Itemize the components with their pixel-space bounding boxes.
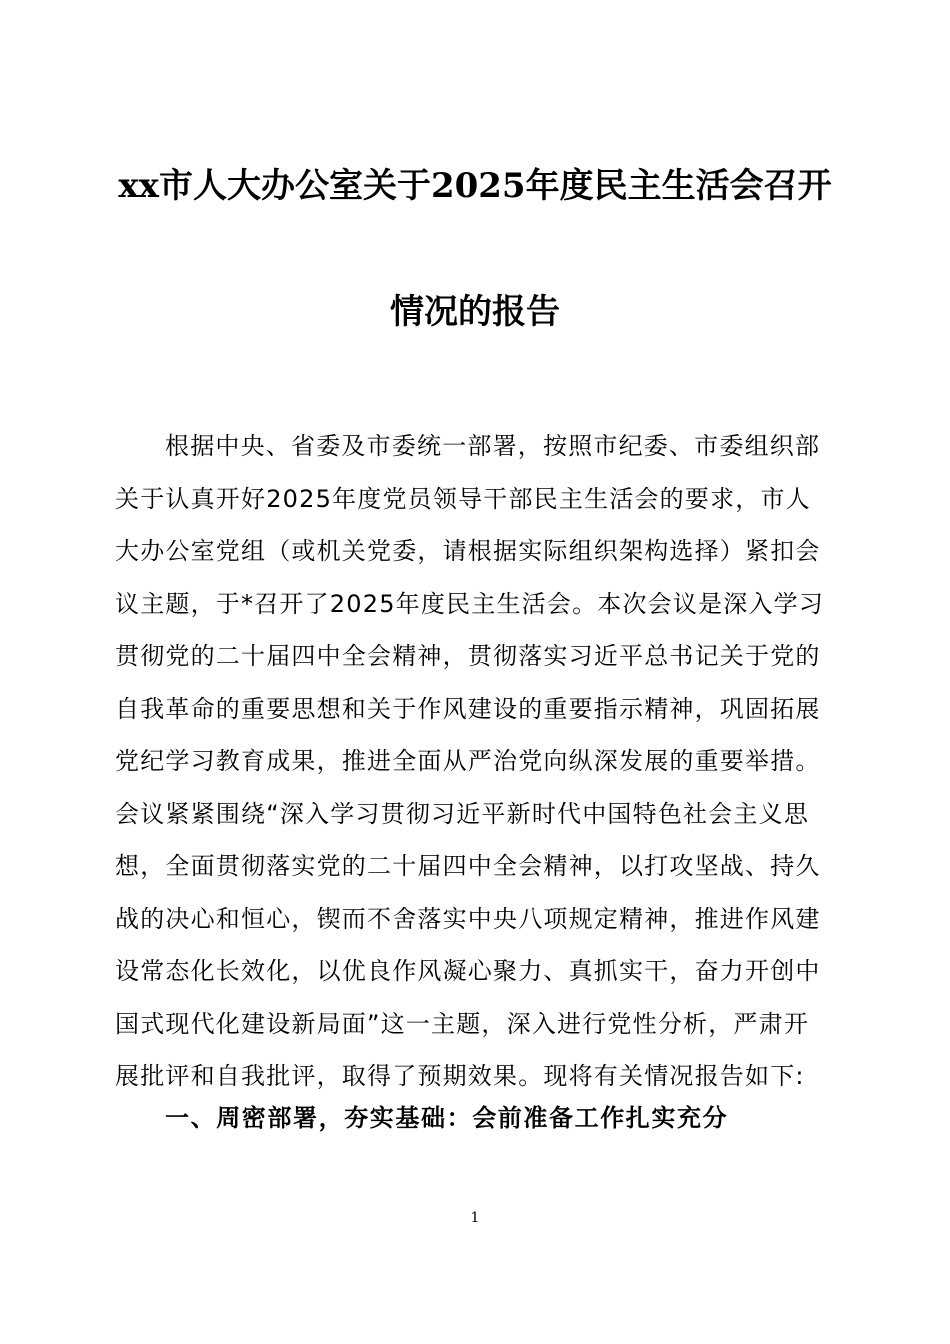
body-line: 设常态化长效化，以优良作风凝心聚力、真抓实干，奋力开创中 — [115, 957, 821, 985]
body-line: 根据中央、省委及市委统一部署，按照市纪委、市委组织部 — [165, 432, 821, 460]
body-line: 展批评和自我批评，取得了预期效果。现将有关情况报告如下: — [115, 1062, 805, 1090]
document-title-line-1: xx市人大办公室关于2025年度民主生活会召开 — [118, 166, 832, 206]
body-line: 大办公室党组（或机关党委，请根据实际组织架构选择）紧扣会 — [115, 537, 821, 565]
body-line: 党纪学习教育成果，推进全面从严治党向纵深发展的重要举措。 — [115, 747, 821, 775]
body-paragraph — [115, 420, 835, 1103]
section-heading-1: 一、周密部署，夯实基础：会前准备工作扎实充分 — [165, 1104, 729, 1132]
body-line: 关于认真开好2025年度党员领导干部民主生活会的要求，市人 — [115, 484, 811, 513]
document-title-line-2: 情况的报告 — [390, 292, 560, 332]
body-line: 贯彻党的二十届四中全会精神，贯彻落实习近平总书记关于党的 — [115, 642, 821, 670]
body-line: 战的决心和恒心，锲而不舍落实中央八项规定精神，推进作风建 — [115, 904, 821, 933]
page-number: 1 — [470, 1210, 480, 1226]
body-line: 自我革命的重要思想和关于作风建设的重要指示精神，巩固拓展 — [115, 694, 821, 723]
body-line: 会议紧紧围绕“深入学习贯彻习近平新时代中国特色社会主义思 — [115, 799, 810, 828]
body-line: 议主题，于*召开了2025年度民主生活会。本次会议是深入学习 — [115, 589, 825, 618]
body-line: 想，全面贯彻落实党的二十届四中全会精神，以打攻坚战、持久 — [115, 852, 821, 880]
body-line: 国式现代化建设新局面”这一主题，深入进行党性分析，严肃开 — [115, 1009, 810, 1038]
